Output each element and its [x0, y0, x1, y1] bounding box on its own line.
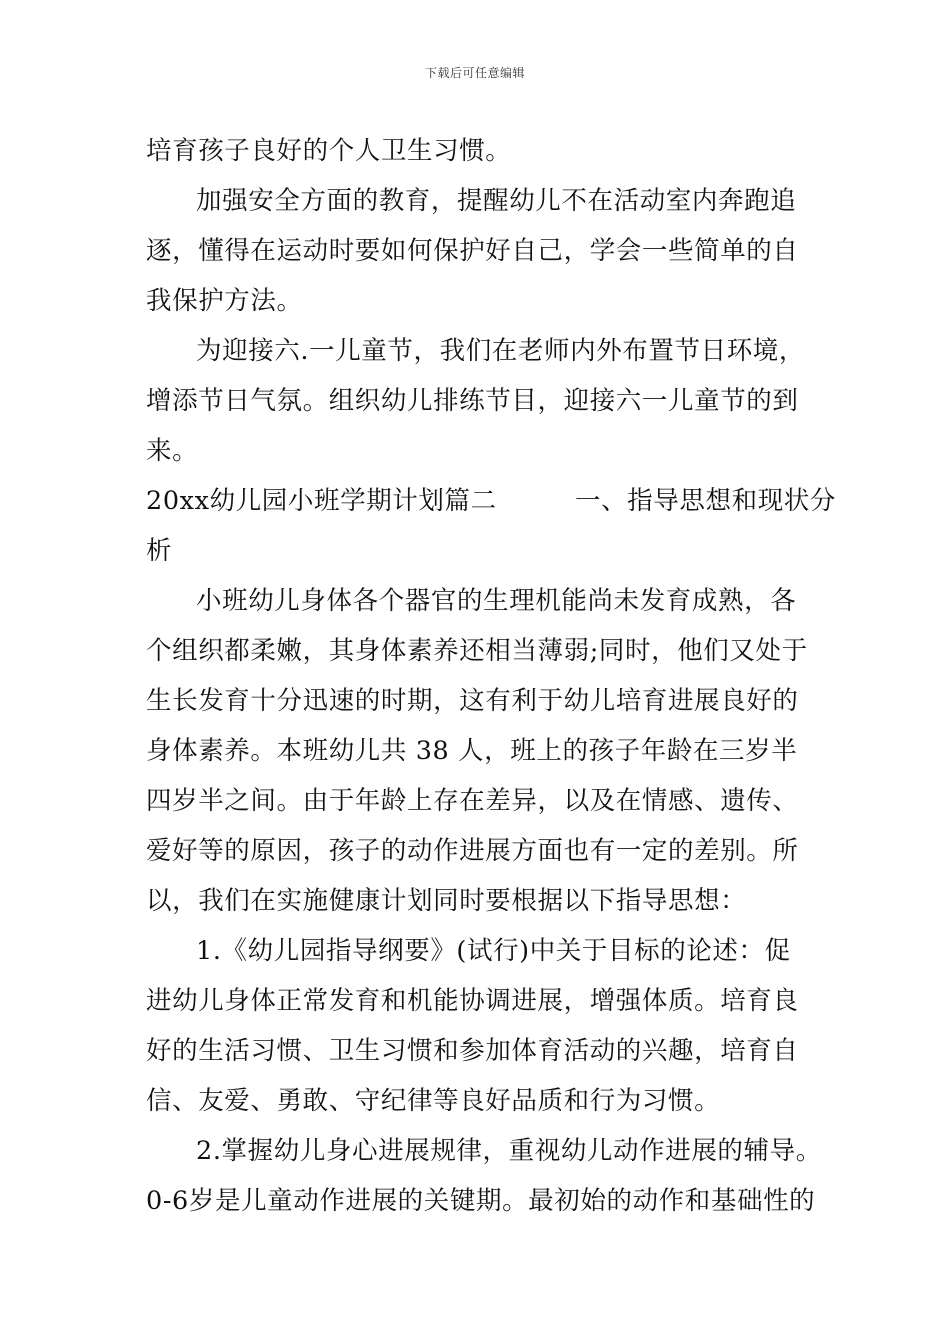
body-line-1: 培育孩子良好的个人卫生习惯。	[146, 136, 512, 166]
body-line-13: 身体素养。本班幼儿共 38 人，班上的孩子年龄在三岁半	[146, 736, 798, 766]
body-line-22: 0-6岁是儿童动作进展的关键期。最初始的动作和基础性的	[146, 1186, 816, 1216]
section-heading-line: 20xx幼儿园小班学期计划篇二 一、指导思想和现状分	[146, 486, 837, 516]
body-line-5: 为迎接六.一儿童节，我们在老师内外布置节日环境，	[196, 336, 806, 366]
body-line-18: 进幼儿身体正常发育和机能协调进展，增强体质。培育良	[146, 986, 799, 1016]
body-line-4: 我保护方法。	[146, 286, 303, 316]
body-line-11: 个组织都柔嫩，其身体素养还相当薄弱;同时，他们又处于	[146, 636, 808, 666]
body-line-9: 析	[146, 536, 173, 566]
body-line-3: 逐，懂得在运动时要如何保护好自己，学会一些简单的自	[146, 236, 799, 266]
body-line-17: 1.《幼儿园指导纲要》(试行)中关于目标的论述：促	[196, 936, 791, 966]
body-line-14: 四岁半之间。由于年龄上存在差异，以及在情感、遗传、	[146, 786, 799, 816]
body-line-21: 2.掌握幼儿身心进展规律，重视幼儿动作进展的辅导。	[196, 1136, 822, 1166]
body-line-10: 小班幼儿身体各个器官的生理机能尚未发育成熟，各	[196, 586, 797, 616]
body-line-6: 增添节日气氛。组织幼儿排练节目，迎接六一儿童节的到	[146, 386, 799, 416]
page-header-note: 下载后可任意编辑	[424, 66, 525, 80]
body-line-15: 爱好等的原因，孩子的动作进展方面也有一定的差别。所	[146, 836, 799, 866]
body-line-16: 以，我们在实施健康计划同时要根据以下指导思想：	[146, 886, 747, 916]
body-line-20: 信、友爱、勇敢、守纪律等良好品质和行为习惯。	[146, 1086, 721, 1116]
body-line-19: 好的生活习惯、卫生习惯和参加体育活动的兴趣，培育自	[146, 1036, 799, 1066]
body-line-7: 来。	[146, 436, 199, 466]
body-line-12: 生长发育十分迅速的时期，这有利于幼儿培育进展良好的	[146, 686, 799, 716]
body-line-2: 加强安全方面的教育，提醒幼儿不在活动室内奔跑追	[196, 186, 797, 216]
